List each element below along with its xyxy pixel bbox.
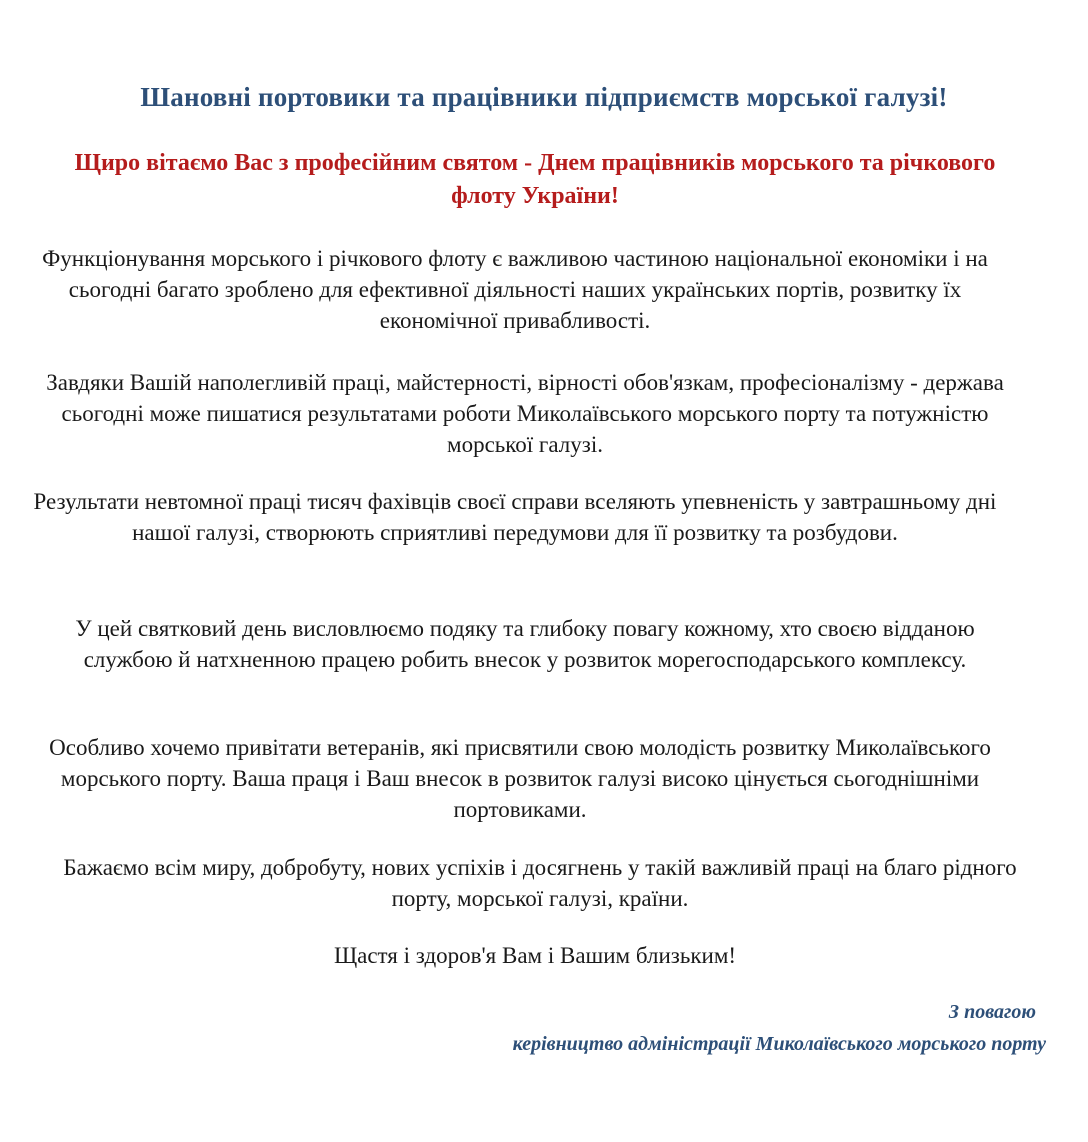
signature-closing: З повагою xyxy=(948,1001,1036,1023)
greeting-heading: Шановні портовики та працівники підприємств морської галузі! xyxy=(140,82,948,112)
paragraph-thanks-work: Завдяки Вашій наполегливій праці, майстерності, вірності обов'язкам, професіоналізму - держава сьогодні може пишатися результатами роботи Миколаївського морського порту та потужністю морської галузі. xyxy=(46,370,1004,457)
paragraph-veterans: Особливо хочемо привітати ветеранів, які присвятили свою молодість розвитку Миколаївського морського порту. Ваша праця і Ваш внесок в розвиток галузі високо цінується сьогоднішніми портовиками. xyxy=(49,735,991,822)
congratulation-subheading: Щиро вітаємо Вас з професійним святом - Днем працівників морського та річкового флоту України! xyxy=(74,150,996,209)
paragraph-health-wish: Щастя і здоров'я Вам і Вашим близьким! xyxy=(333,943,737,968)
signature-block xyxy=(513,996,1046,1060)
paragraph-wishes: Бажаємо всім миру, добробуту, нових успіхів і досягнень у такій важливій праці на благо рідного порту, морської галузі, країни. xyxy=(63,855,1017,911)
paragraph-gratitude: У цей святковий день висловлюємо подяку та глибоку повагу кожному, хто своєю відданою службою й натхненною працею робить внесок у розвиток морегосподарського комплексу. xyxy=(75,616,975,672)
signature-from: керівництво адміністрації Миколаївського морського порту xyxy=(512,1033,1046,1055)
paragraph-specialists-results: Результати невтомної праці тисяч фахівців своєї справи вселяють упевненість у завтрашньому дні нашої галузі, створюють сприятливі передумови для її розвитку та розбудови. xyxy=(33,489,997,545)
paragraph-fleet-importance: Функціонування морського і річкового флоту є важливою частиною національної економіки і на сьогодні багато зроблено для ефективної діяльності наших українських портів, розвитку їх економічної привабливості. xyxy=(42,246,988,333)
